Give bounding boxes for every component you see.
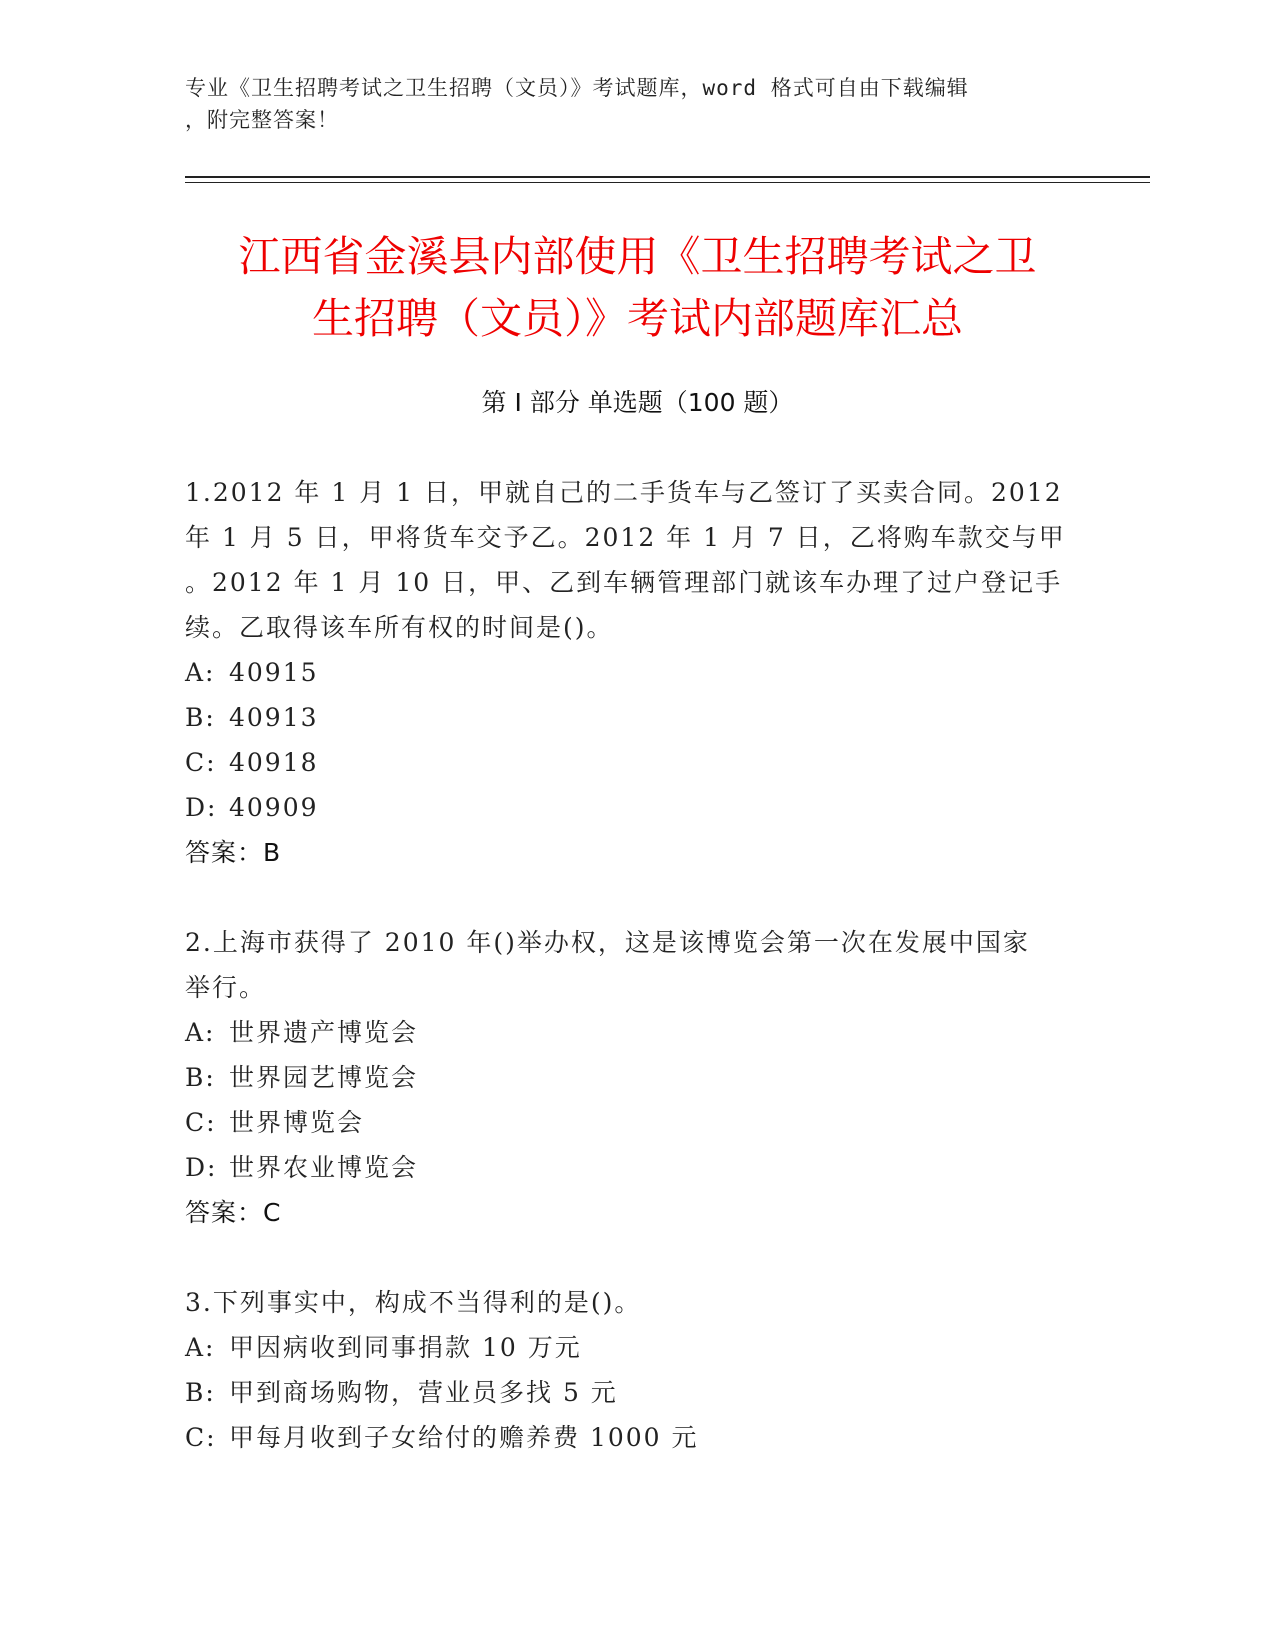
option-letter: B:	[185, 1063, 216, 1092]
option-text: 世界农业博览会	[229, 1153, 419, 1182]
option-letter: A:	[185, 1018, 216, 1047]
option-b	[185, 1055, 1085, 1100]
question-1	[185, 470, 1085, 875]
option-a	[185, 650, 1085, 695]
option-text: 甲每月收到子女给付的赡养费 1000 元	[229, 1423, 699, 1452]
option-letter: D:	[185, 793, 218, 822]
option-text: 40909	[229, 793, 319, 822]
question-3	[185, 1280, 1085, 1460]
header-rule-thin	[185, 182, 1150, 183]
option-text: 世界园艺博览会	[229, 1063, 419, 1092]
answer-line: 答案：C	[185, 1198, 282, 1227]
option-b	[185, 695, 1085, 740]
question-2	[185, 920, 1085, 1235]
question-stem-line: 2.上海市获得了 2010 年()举办权，这是该博览会第一次在发展中国家	[185, 928, 1030, 957]
option-letter: D:	[185, 1153, 218, 1182]
option-d	[185, 1145, 1085, 1190]
question-stem-line: 3.下列事实中，构成不当得利的是()。	[185, 1288, 642, 1317]
option-text: 40913	[229, 703, 319, 732]
option-c	[185, 740, 1085, 785]
document-title-line-1: 江西省金溪县内部使用《卫生招聘考试之卫	[238, 232, 1037, 281]
option-letter: C:	[185, 748, 217, 777]
question-stem-line: 举行。	[185, 973, 267, 1002]
option-b	[185, 1370, 1085, 1415]
option-a	[185, 1010, 1085, 1055]
option-text: 甲到商场购物，营业员多找 5 元	[229, 1378, 618, 1407]
header-note	[185, 72, 1065, 136]
option-d	[185, 785, 1085, 830]
document-title-line-2: 生招聘（文员）》考试内部题库汇总	[311, 294, 963, 343]
question-spacer	[185, 1235, 1085, 1280]
answer-line: 答案：B	[185, 838, 282, 867]
question-stem-line: 年 1 月 5 日，甲将货车交予乙。2012 年 1 月 7 日，乙将购车款交与甲	[185, 523, 1066, 552]
option-letter: C:	[185, 1423, 217, 1452]
question-spacer	[185, 875, 1085, 920]
section-title: 第 I 部分 单选题（100 题）	[481, 388, 794, 417]
header-note-line-1: 专业《卫生招聘考试之卫生招聘（文员）》考试题库，word 格式可自由下载编辑	[185, 76, 969, 100]
question-stem-line: 。2012 年 1 月 10 日，甲、乙到车辆管理部门就该车办理了过户登记手	[185, 568, 1063, 597]
option-text: 40915	[229, 658, 319, 687]
option-letter: A:	[185, 1333, 216, 1362]
option-letter: A:	[185, 658, 216, 687]
option-letter: C:	[185, 1108, 217, 1137]
option-a	[185, 1325, 1085, 1370]
document-title	[150, 226, 1125, 350]
question-stem-line: 续。乙取得该车所有权的时间是()。	[185, 613, 614, 642]
header-note-line-2: ，附完整答案！	[185, 108, 339, 132]
option-text: 世界博览会	[229, 1108, 365, 1137]
header-rule-thick	[185, 176, 1150, 178]
option-text: 40918	[229, 748, 319, 777]
option-c	[185, 1100, 1085, 1145]
question-stem-line: 1.2012 年 1 月 1 日，甲就自己的二手货车与乙签订了买卖合同。2012	[185, 478, 1063, 507]
option-text: 世界遗产博览会	[229, 1018, 419, 1047]
option-letter: B:	[185, 1378, 216, 1407]
option-letter: B:	[185, 703, 216, 732]
question-list	[185, 470, 1085, 1460]
option-text: 甲因病收到同事捐款 10 万元	[229, 1333, 582, 1362]
option-c	[185, 1415, 1085, 1460]
